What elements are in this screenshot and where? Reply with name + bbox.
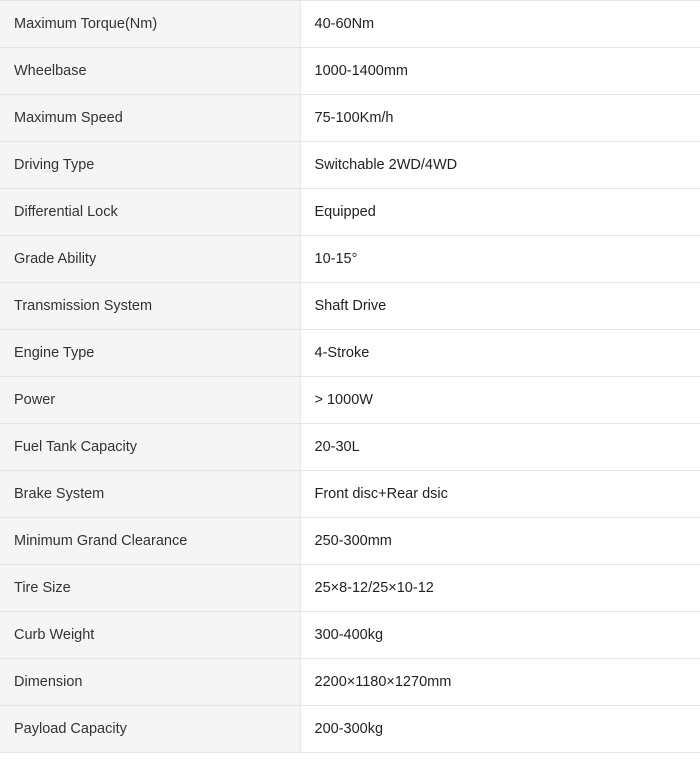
spec-label: Brake System (0, 471, 300, 518)
spec-value: > 1000W (300, 377, 700, 424)
table-row (0, 189, 700, 236)
spec-label: Maximum Speed (0, 95, 300, 142)
spec-label: Dimension (0, 659, 300, 706)
table-row (0, 48, 700, 95)
spec-value: Front disc+Rear dsic (300, 471, 700, 518)
table-row (0, 706, 700, 753)
table-row (0, 377, 700, 424)
spec-label: Tire Size (0, 565, 300, 612)
table-row (0, 518, 700, 565)
spec-value: 250-300mm (300, 518, 700, 565)
spec-label: Wheelbase (0, 48, 300, 95)
spec-label: Transmission System (0, 283, 300, 330)
spec-value: 40-60Nm (300, 1, 700, 48)
spec-label: Fuel Tank Capacity (0, 424, 300, 471)
table-row (0, 283, 700, 330)
table-row (0, 471, 700, 518)
spec-value: 300-400kg (300, 612, 700, 659)
spec-label: Differential Lock (0, 189, 300, 236)
table-row (0, 236, 700, 283)
specification-table-body (0, 1, 700, 753)
spec-value: 4-Stroke (300, 330, 700, 377)
spec-label: Minimum Grand Clearance (0, 518, 300, 565)
spec-label: Payload Capacity (0, 706, 300, 753)
spec-value: Equipped (300, 189, 700, 236)
spec-value: 2200×1180×1270mm (300, 659, 700, 706)
table-row (0, 612, 700, 659)
spec-label: Engine Type (0, 330, 300, 377)
spec-value: Switchable 2WD/4WD (300, 142, 700, 189)
table-row (0, 659, 700, 706)
spec-value: 75-100Km/h (300, 95, 700, 142)
table-row (0, 565, 700, 612)
spec-value: 20-30L (300, 424, 700, 471)
table-row (0, 95, 700, 142)
spec-label: Maximum Torque(Nm) (0, 1, 300, 48)
table-row (0, 1, 700, 48)
spec-label: Grade Ability (0, 236, 300, 283)
table-row (0, 424, 700, 471)
spec-label: Driving Type (0, 142, 300, 189)
table-row (0, 330, 700, 377)
table-row (0, 142, 700, 189)
spec-value: 200-300kg (300, 706, 700, 753)
spec-label: Power (0, 377, 300, 424)
spec-label: Curb Weight (0, 612, 300, 659)
spec-value: 10-15° (300, 236, 700, 283)
spec-value: Shaft Drive (300, 283, 700, 330)
spec-value: 25×8-12/25×10-12 (300, 565, 700, 612)
spec-value: 1000-1400mm (300, 48, 700, 95)
